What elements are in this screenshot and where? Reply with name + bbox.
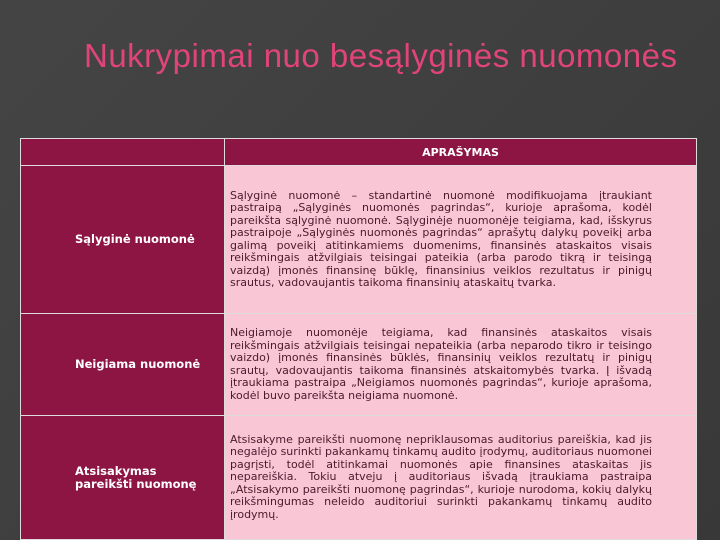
slide-title: Nukrypimai nuo besąlyginės nuomonės (84, 37, 678, 74)
table-header-row (21, 139, 697, 166)
opinion-table-grid (20, 138, 697, 540)
table-row (21, 416, 697, 540)
row-label-disclaimer-of-opinion: Atsisakymas pareikšti nuomonę (21, 416, 225, 540)
table-row (21, 166, 697, 314)
table-row (21, 314, 697, 416)
opinion-table (20, 138, 696, 528)
row-description-adverse-opinion: Neigiamoje nuomonėje teigiama, kad finansinės ataskaitos visais reikšmingais atžvilgiais teisingai nepateikia (arba neparodo tikro ir teisingo vaizdo) įmonės finansinės būklės, finansinių veiklos rezultatų ir pinigų srautų, vadovaujantis taikoma finansinės atskaitomybės tvarka. Į išvadą įtraukiama pastraipa „Neigiamos nuomonės pagrindas“, kurioje aprašoma, kodėl buvo pareikšta neigiama nuomonė. (225, 314, 697, 416)
row-description-qualified-opinion: Sąlyginė nuomonė – standartinė nuomonė modifikuojama įtraukiant pastraipą „Sąlyginės nuomonės pagrindas“, kurioje aprašoma, kodėl pareikšta sąlyginė nuomonė. Sąlyginėje nuomonėje teigiama, kad, išskyrus pastraipoje „Sąlyginės nuomonės pagrindas“ aprašytų dalykų poveikį arba galimą poveikį atitinkamiems duomenims, finansinės ataskaitos visais reikšmingais atžvilgiais teisingai pateikia (arba parodo tikrą ir teisingą vaizdą) įmonės finansinę būklę, finansinius veiklos rezultatus ir pinigų srautus, vadovaujantis taikoma finansinių ataskaitų tvarka. (225, 166, 697, 314)
row-label-adverse-opinion: Neigiama nuomonė (21, 314, 225, 416)
header-empty-cell (21, 139, 225, 166)
row-label-qualified-opinion: Sąlyginė nuomonė (21, 166, 225, 314)
row-description-disclaimer-of-opinion: Atsisakyme pareikšti nuomonę nepriklausomas auditorius pareiškia, kad jis negalėjo surinkti pakankamų tinkamų audito įrodymų, auditoriaus nuomonei pagrįsti, todėl atitinkamai nuomonės apie finansines ataskaitas jis nepareiškia. Tokiu atveju į auditoriaus išvadą įtraukiama pastraipa „Atsisakymo pareikšti nuomonę pagrindas“, kurioje nurodoma, kokių dalykų reikšmingumas neleido auditoriui surinkti pakankamų tinkamų audito įrodymų. (225, 416, 697, 540)
header-description: APRAŠYMAS (225, 139, 697, 166)
